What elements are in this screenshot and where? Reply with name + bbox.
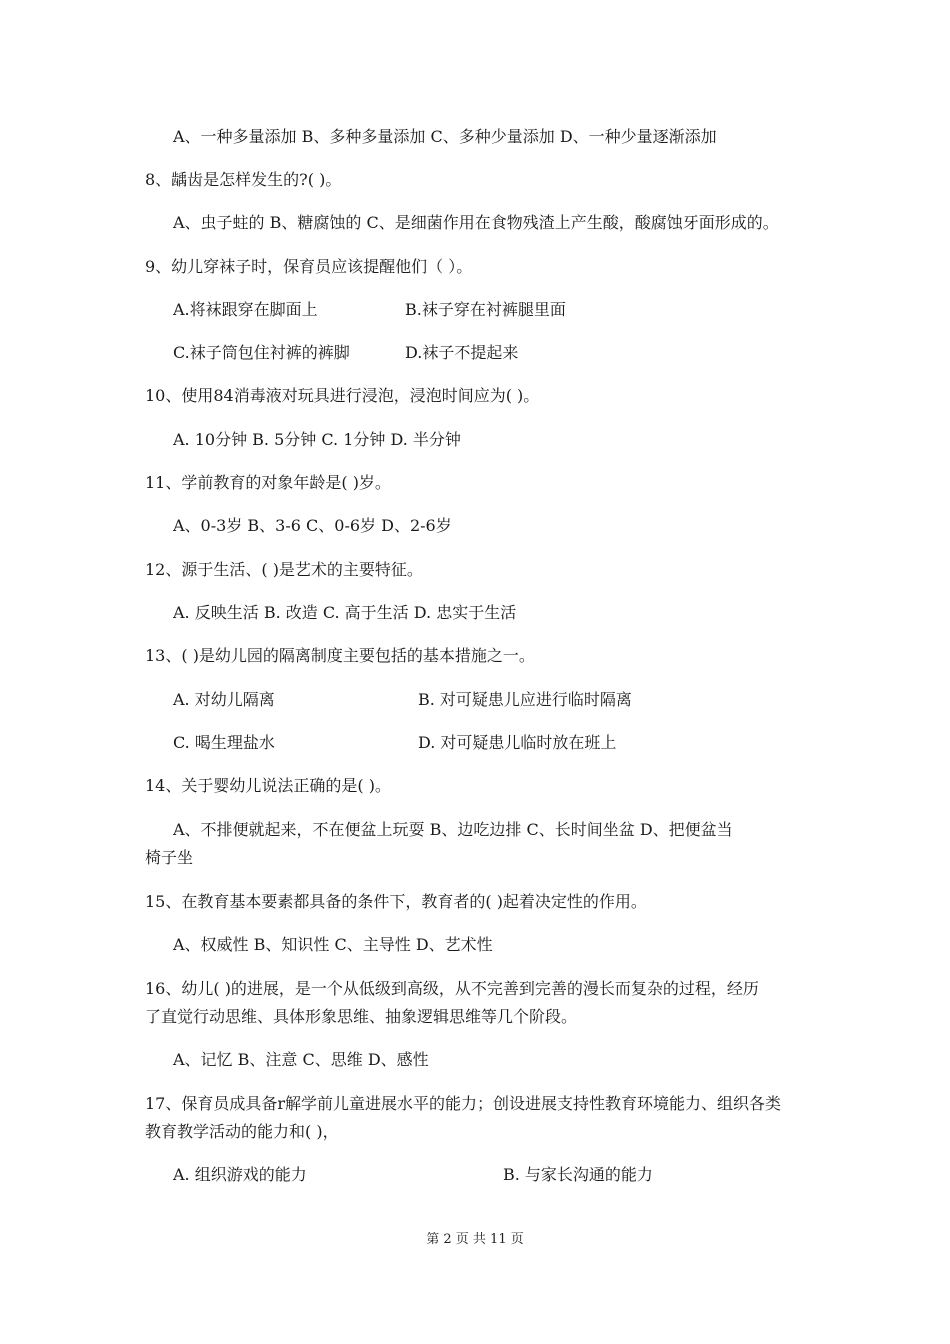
- q7-options: A、一种多量添加 B、多种多量添加 C、多种少量添加 D、一种少量逐渐添加: [173, 127, 717, 146]
- q8-options: A、虫子蛀的 B、糖腐蚀的 C、是细菌作用在食物残渣上产生酸，酸腐蚀牙面形成的。: [173, 213, 779, 232]
- q10-options: A. 10分钟 B. 5分钟 C. 1分钟 D. 半分钟: [173, 430, 461, 449]
- q17-option-b: B. 与家长沟通的能力: [503, 1165, 653, 1184]
- question-10: 10、使用84消毒液对玩具进行浸泡，浸泡时间应为( )。: [145, 386, 540, 405]
- q17-option-a: A. 组织游戏的能力: [173, 1165, 307, 1184]
- q9-option-d: D.袜子不提起来: [405, 343, 519, 362]
- q13-option-b: B. 对可疑患儿应进行临时隔离: [418, 690, 632, 709]
- question-15: 15、在教育基本要素都具备的条件下，教育者的( )起着决定性的作用。: [145, 892, 647, 911]
- q16-options: A、记忆 B、注意 C、思维 D、感性: [173, 1050, 429, 1069]
- question-16: 16、幼儿( )的进展，是一个从低级到高级，从不完善到完善的漫长而复杂的过程，经历: [145, 979, 759, 998]
- question-11: 11、学前教育的对象年龄是( )岁。: [145, 473, 391, 492]
- q11-options: A、0-3岁 B、3-6 C、0-6岁 D、2-6岁: [173, 516, 452, 535]
- q13-option-d: D. 对可疑患儿临时放在班上: [418, 733, 617, 752]
- q9-option-c: C.袜子筒包住衬裤的裤脚: [173, 343, 350, 362]
- q9-option-b: B.袜子穿在衬裤腿里面: [405, 300, 566, 319]
- q15-options: A、权威性 B、知识性 C、主导性 D、艺术性: [173, 935, 493, 954]
- question-8: 8、龋齿是怎样发生的?( )。: [145, 170, 342, 189]
- q9-option-a: A.将袜跟穿在脚面上: [173, 300, 318, 319]
- question-14: 14、关于婴幼儿说法正确的是( )。: [145, 776, 391, 795]
- q13-option-c: C. 喝生理盐水: [173, 733, 275, 752]
- page-footer: 第 2 页 共 11 页: [426, 1232, 524, 1247]
- q14-options-cont: 椅子坐: [145, 848, 194, 867]
- question-17: 17、保育员成具备r解学前儿童进展水平的能力；创设进展支持性教育环境能力、组织各类: [145, 1094, 782, 1113]
- question-9: 9、幼儿穿袜子时，保育员应该提醒他们（ ）。: [145, 257, 473, 276]
- q14-options: A、不排便就起来，不在便盆上玩耍 B、边吃边排 C、长时间坐盆 D、把便盆当: [173, 820, 733, 839]
- q12-options: A. 反映生活 B. 改造 C. 高于生活 D. 忠实于生活: [173, 603, 517, 622]
- question-16-cont: 了直觉行动思维、具体形象思维、抽象逻辑思维等几个阶段。: [145, 1007, 578, 1026]
- question-12: 12、源于生活、( )是艺术的主要特征。: [145, 560, 423, 579]
- q13-option-a: A. 对幼儿隔离: [173, 690, 275, 709]
- question-17-cont: 教育教学活动的能力和( )，: [145, 1122, 339, 1141]
- question-13: 13、( )是幼儿园的隔离制度主要包括的基本措施之一。: [145, 646, 535, 665]
